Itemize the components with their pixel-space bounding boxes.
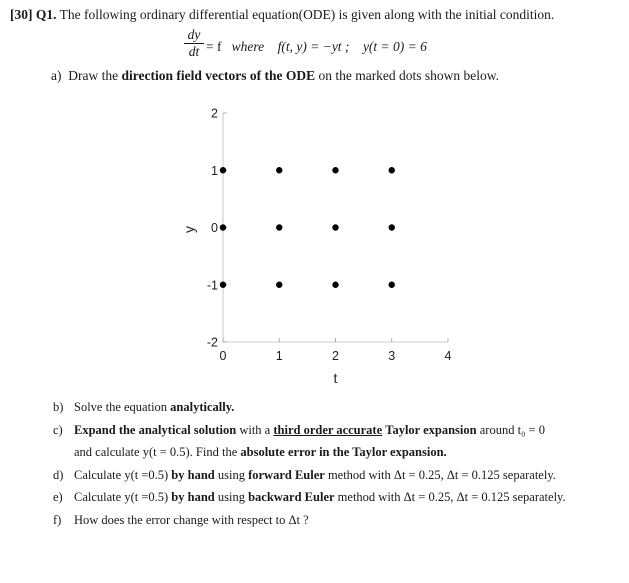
- part-f-label: f): [53, 512, 62, 527]
- equation-where: where: [231, 39, 265, 54]
- part-e-post: method with Δt = 0.25, Δt = 0.125 separately.: [337, 490, 566, 504]
- equation-rhs: = f: [206, 39, 222, 54]
- field-dot: [276, 167, 282, 173]
- x-tick-label: 0: [219, 349, 227, 363]
- part-f-text: How does the error change with respect to Δt ?: [74, 512, 309, 527]
- field-dot: [276, 224, 282, 230]
- x-tick-label: 3: [388, 349, 396, 363]
- part-e-bold2: backward Euler: [248, 490, 335, 504]
- x-axis-label: t: [333, 370, 338, 386]
- part-d-pre: Calculate y(t =0.5): [74, 467, 169, 482]
- equation-initial-condition: y(t = 0) = 6: [362, 39, 427, 54]
- y-axis-label: y: [181, 226, 197, 233]
- question-number: [30] Q1.: [10, 7, 57, 22]
- equation-function: f(t, y) = −yt ;: [277, 39, 350, 54]
- part-c-line2-bold: absolute error in the Taylor expansion.: [240, 445, 447, 459]
- plot-points: [220, 167, 395, 288]
- part-b: [53, 396, 566, 419]
- part-b-pre: Solve the equation: [74, 400, 168, 414]
- field-dot: [332, 224, 338, 230]
- part-b-bold: analytically.: [170, 400, 235, 414]
- part-c-underline: third order accurate: [273, 422, 383, 437]
- part-d: [53, 464, 566, 487]
- part-c-line2-pre: and calculate y(t = 0.5). Find the: [74, 445, 238, 459]
- y-tick-label: 0: [211, 221, 218, 235]
- part-a-post: on the marked dots shown below.: [318, 68, 500, 83]
- fraction-denominator: dt: [188, 44, 200, 59]
- field-dot: [389, 282, 395, 288]
- part-e-pre: Calculate y(t =0.5): [74, 490, 169, 504]
- part-c-bold1: Expand the analytical solution: [74, 422, 237, 437]
- question-intro: The following ordinary differential equation(ODE) is given along with the initial condition.: [59, 7, 555, 22]
- part-e-mid1: using: [217, 490, 245, 504]
- y-tick-label: -1: [206, 278, 218, 293]
- field-dot: [389, 224, 395, 230]
- field-dot: [220, 167, 226, 173]
- part-c: [53, 419, 566, 442]
- plot-ticks: [207, 107, 452, 364]
- part-d-label: d): [53, 467, 64, 482]
- y-tick-label: -2: [206, 335, 218, 350]
- part-c-mid1: with a: [239, 422, 271, 437]
- y-tick-label: 2: [211, 106, 218, 121]
- part-a-label: a): [51, 68, 62, 83]
- y-tick-label: 1: [211, 163, 218, 178]
- part-c-bold2: Taylor expansion: [385, 422, 477, 437]
- part-d-bold1: by hand: [171, 467, 215, 482]
- part-d-post: method with Δt = 0.25, Δt = 0.125 separately.: [327, 467, 556, 482]
- part-e: [53, 486, 566, 509]
- fraction-numerator: dy: [187, 27, 201, 42]
- part-d-bold2: forward Euler: [248, 467, 325, 482]
- x-tick-label: 2: [332, 349, 339, 363]
- part-f: [53, 509, 566, 532]
- field-dot: [332, 167, 338, 173]
- x-tick-label: 1: [275, 349, 283, 363]
- part-e-bold1: by hand: [171, 490, 215, 504]
- field-dot: [332, 282, 338, 288]
- part-c-mid2: around t₀ = 0: [479, 422, 545, 437]
- question-parts: [53, 396, 566, 531]
- part-e-label: e): [53, 490, 63, 504]
- field-dot: [220, 224, 226, 230]
- field-dot: [389, 167, 395, 173]
- part-c-line2: [53, 441, 566, 464]
- field-dot: [220, 282, 226, 288]
- part-d-mid1: using: [217, 467, 245, 482]
- part-a-bold: direction field vectors of the ODE: [121, 68, 316, 83]
- field-dot: [276, 282, 282, 288]
- part-c-label: c): [53, 422, 63, 437]
- part-b-label: b): [53, 400, 64, 414]
- part-a-pre: Draw the: [68, 68, 119, 83]
- x-tick-label: 4: [444, 349, 452, 363]
